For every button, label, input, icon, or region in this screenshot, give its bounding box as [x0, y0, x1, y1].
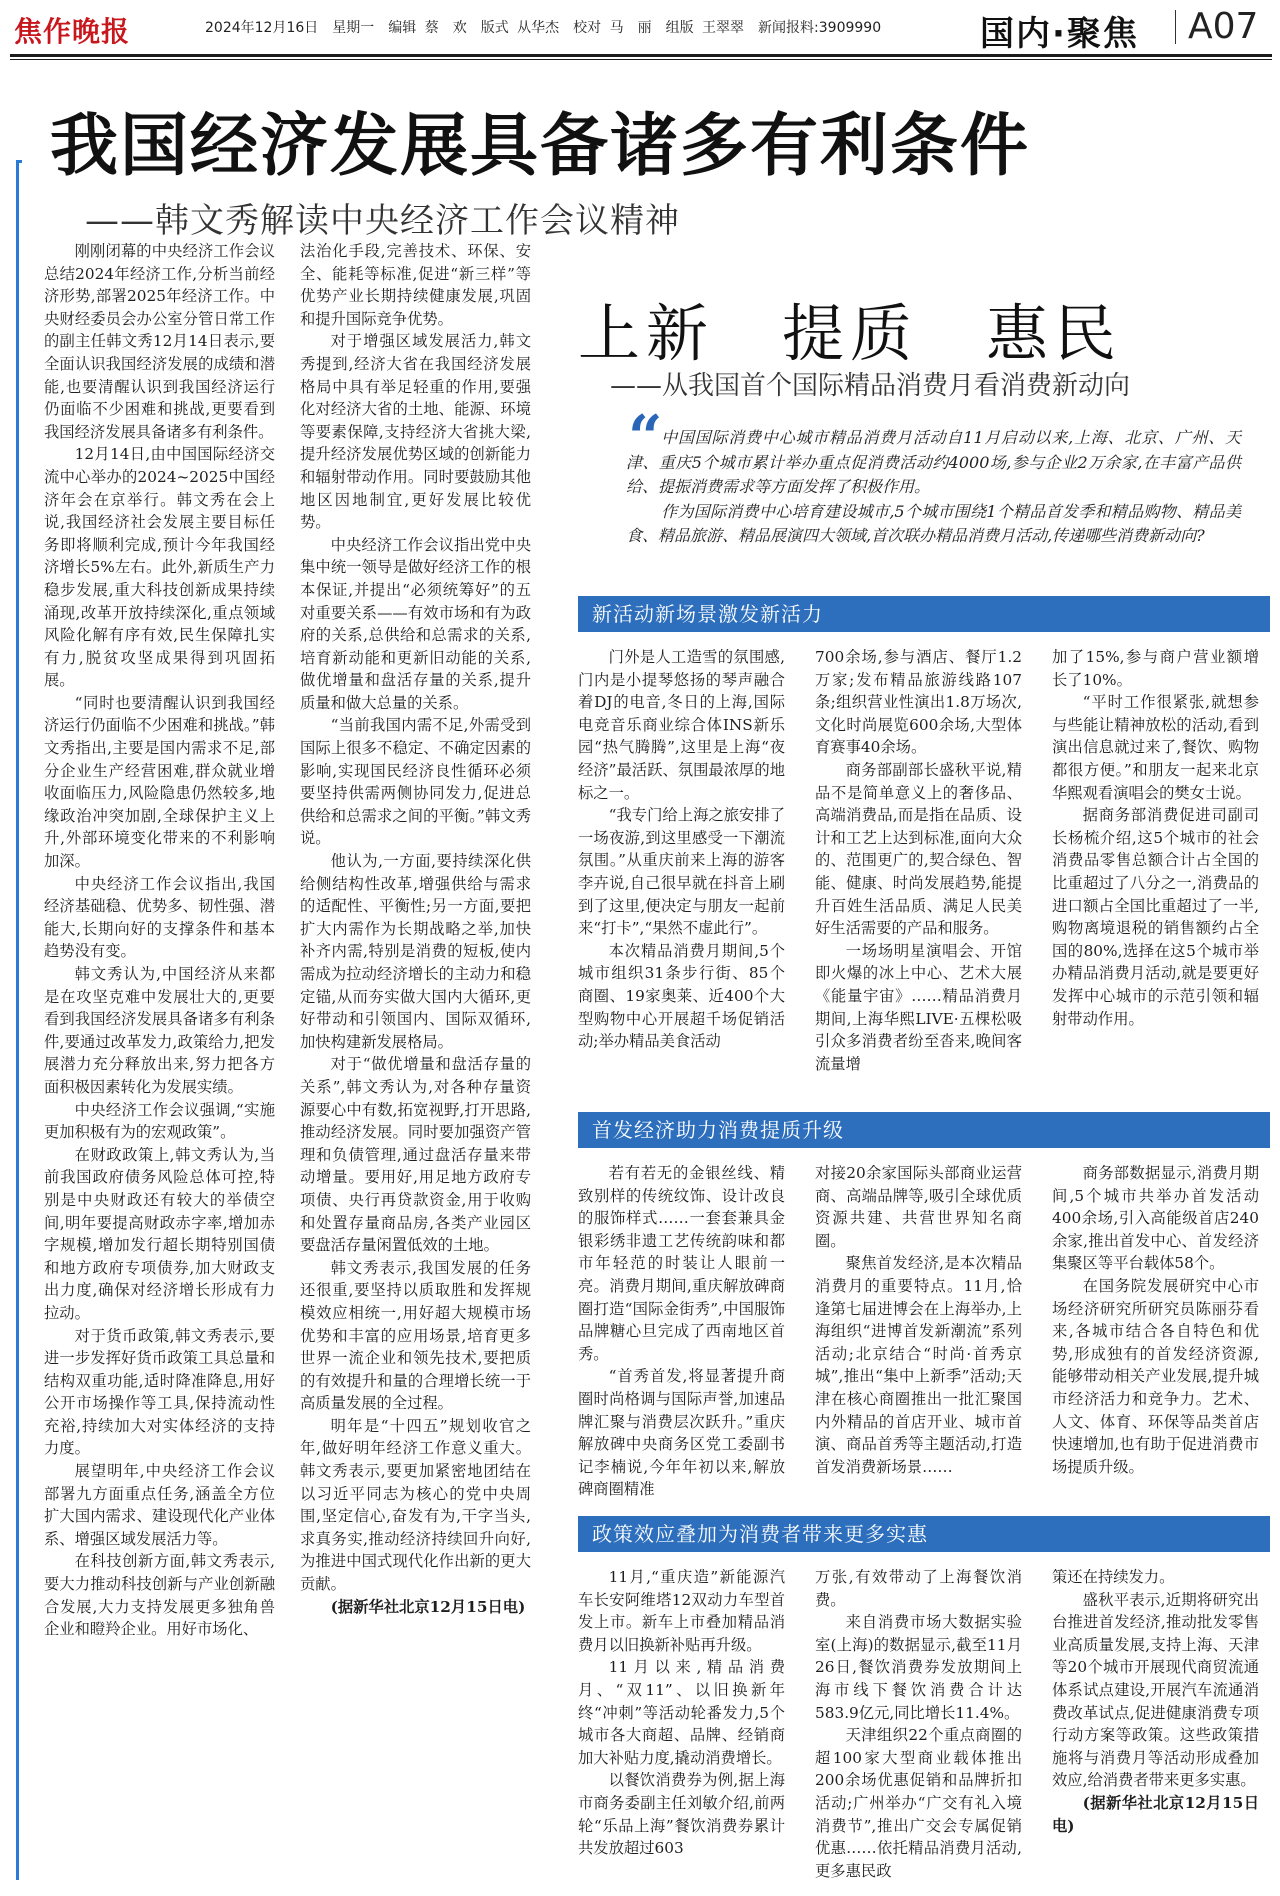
paragraph: “我专门给上海之旅安排了一场夜游,到这里感受一下潮流氛围。”从重庆前来上海的游客李卉说,自己很早就在抖音上刷到了这里,便决定与朋友一起前来“打卡”,“果然不虚此行”。: [578, 806, 785, 938]
article1-column-2: [300, 240, 531, 1880]
section-name: 国内·聚焦: [980, 14, 1139, 54]
section1-column-2: [815, 646, 1022, 1073]
paragraph: 对于增强区域发展活力,韩文秀提到,经济大省在我国经济发展格局中具有举足轻重的作用,要强化对经济大省的土地、能源、环境等要素保障,支持经济大省挑大梁,提升经济发展优势区域的创新能力和辐射带动作用。同时要鼓励其他地区因地制宜,更好发展比较优势。: [300, 332, 531, 532]
paragraph: 中央经济工作会议强调,“实施更加积极有为的宏观政策”。: [44, 1100, 275, 1142]
section2-band: 首发经济助力消费提质升级: [578, 1112, 1270, 1148]
article2-intro: [626, 426, 1241, 549]
paragraph: 聚焦首发经济,是本次精品消费月的重要特点。11月,恰逢第七届进博会在上海举办,上海组织“进博首发新潮流”系列活动;北京结合“时尚·首秀京城”,推出“集中上新季”活动;天津在核心商圈推出一批汇聚国内外精品的首店开业、城市首演、商品首秀等主题活动,打造首发消费新场景……: [815, 1254, 1022, 1476]
article1-column-1: [44, 240, 275, 1880]
paragraph: 12月14日,由中国国际经济交流中心举办的2024~2025中国经济年会在京举行。韩文秀在会上说,我国经济社会发展主要目标任务即将顺利完成,预计今年我国经济增长5%左右。此外,新质生产力稳步发展,重大科技创新成果持续涌现,改革开放持续深化,重点领域风险化解有序有效,民生保障扎实有力,脱贫攻坚成果得到巩固拓展。: [44, 445, 275, 690]
paragraph: 一场场明星演唱会、开馆即火爆的冰上中心、艺术大展《能量宇宙》……精品消费月期间,上海华熙LIVE·五棵松吸引众多消费者纷至沓来,晚间客流量增: [815, 941, 1022, 1073]
paragraph: 对接20余家国际头部商业运营商、高端品牌等,吸引全球优质资源共建、共营世界知名商圈。: [815, 1164, 1022, 1250]
paragraph: “首秀首发,将显著提升商圈时尚格调与国际声誉,加速品牌汇聚与消费层次跃升。”重庆解放碑中央商务区党工委副书记李楠说,今年年初以来,解放碑商圈精准: [578, 1367, 785, 1499]
intro-paragraph: 作为国际消费中心培育建设城市,5个城市围绕1个精品首发季和精品购物、精品美食、精品旅游、精品展演四大领域,首次联办精品消费月活动,传递哪些消费新动向?: [626, 501, 1241, 545]
article2-source: (据新华社北京12月15日电): [1052, 1793, 1259, 1835]
article1-subhead: ——韩文秀解读中央经济工作会议精神: [85, 201, 680, 241]
top-rule: [10, 54, 1272, 57]
article2-headline: 上新 提质 惠民: [578, 297, 1123, 370]
paragraph: 他认为,一方面,要持续深化供给侧结构性改革,增强供给与需求的适配性、平衡性;另一方面,要把扩大内需作为长期战略之举,加快补齐内需,特别是消费的短板,使内需成为拉动经济增长的主动力和稳定锚,从而夯实做大国内大循环,更好带动和引领国内、国际双循环,加快构建新发展格局。: [300, 852, 531, 1051]
section2-column-3: [1052, 1162, 1259, 1502]
paragraph: 本次精品消费月期间,5个城市组织31条步行街、85个商圈、19家奥莱、近400个大型购物中心开展超千场促销活动;举办精品美食活动: [578, 941, 785, 1051]
paragraph: “同时也要清醒认识到我国经济运行仍面临不少困难和挑战。”韩文秀指出,主要是国内需求不足,部分企业生产经营困难,群众就业增收面临压力,风险隐患仍然较多,地缘政治冲突加剧,全球保护主义上升,外部环境变化带来的不利影响加深。: [44, 693, 275, 871]
paragraph: 中央经济工作会议指出,我国经济基础稳、优势多、韧性强、潜能大,长期向好的支撑条件和基本趋势没有变。: [44, 874, 275, 961]
section1-band: 新活动新场景激发新活力: [578, 596, 1270, 632]
paragraph: 法治化手段,完善技术、环保、安全、能耗等标准,促进“新三样”等优势产业长期持续健康发展,巩固和提升国际竞争优势。: [300, 242, 531, 328]
paragraph: 展望明年,中央经济工作会议部署九方面重点任务,涵盖全方位扩大国内需求、建设现代化产业体系、增强区域发展活力等。: [44, 1462, 275, 1548]
paragraph: 商务部数据显示,消费月期间,5个城市共举办首发活动400余场,引入高能级首店240余家,推出首发中心、首发经济集聚区等平台载体58个。: [1052, 1164, 1259, 1273]
section3-band: 政策效应叠加为消费者带来更多实惠: [578, 1516, 1270, 1552]
paragraph: 万张,有效带动了上海餐饮消费。: [815, 1568, 1022, 1609]
paragraph: 在国务院发展研究中心市场经济研究所研究员陈丽芬看来,各城市结合各自特色和优势,形成独有的首发经济资源,能够带动相关产业发展,提升城市经济活力和竞争力。艺术、人文、体育、环保等品类首店快速增加,也有助于促进消费市场提质升级。: [1052, 1276, 1259, 1476]
page-number: A07: [1188, 6, 1259, 47]
paragraph: 11月以来,精品消费月、“双11”、以旧换新年终“冲刺”等活动轮番发力,5个城市各大商超、品牌、经销商加大补贴力度,撬动消费增长。: [578, 1658, 785, 1767]
paragraph: 据商务部消费促进司副司长杨梳介绍,这5个城市的社会消费品零售总额合计占全国的比重超过了八分之一,消费品的进口额占全国比重超过了一半,购物离境退税的销售额约占全国的80%,选择在这5个城市举办精品消费月活动,就是要更好发挥中心城市的示范引领和辐射带动作用。: [1052, 806, 1259, 1028]
paragraph: 对于“做优增量和盘活存量的关系”,韩文秀认为,对各种存量资源要心中有数,拓宽视野,打开思路,推动经济发展。同时要加强资产管理和负债管理,通过盘活存量来带动增量。要用好,用足地方政府专项债、央行再贷款资金,用于收购和处置存量商品房,各类产业园区要盘活存量闲置低效的土地。: [300, 1055, 531, 1255]
paragraph: 加了15%,参与商户营业额增长了10%。: [1052, 648, 1259, 689]
section2-column-1: [578, 1162, 785, 1502]
paragraph: 若有若无的金银丝线、精致别样的传统纹饰、设计改良的服饰样式……一套套兼具金银彩绣非遗工艺传统韵味和都市年轻范的时装让人眼前一亮。消费月期间,重庆解放碑商圈打造“国际金街秀”,中国服饰品牌糖心旦完成了西南地区首秀。: [578, 1164, 785, 1363]
masthead-divider: [1175, 10, 1176, 44]
masthead: [0, 0, 1280, 56]
paragraph: “平时工作很紧张,就想参与些能让精神放松的活动,看到演出信息就过来了,餐饮、购物都很方便。”和朋友一起来北京华熙观看演唱会的樊女士说。: [1052, 693, 1259, 802]
paragraph: 盛秋平表示,近期将研究出台推进首发经济,推动批发零售业高质量发展,支持上海、天津等20个城市开展现代商贸流通体系试点建设,开展汽车流通消费改革试点,促进健康消费专项行动方案等政策。这些政策措施将与消费月等活动形成叠加效应,给消费者带来更多实惠。: [1052, 1590, 1259, 1790]
article1-source: (据新华社北京12月15日电): [330, 1597, 526, 1616]
section1-column-3: [1052, 646, 1259, 1028]
intro-paragraph: 中国国际消费中心城市精品消费月活动自11月启动以来,上海、北京、广州、天津、重庆5个城市累计举办重点促消费活动约4000场,参与企业2万余家,在丰富产品供给、提振消费需求等方面发挥了积极作用。: [626, 428, 1241, 496]
paragraph: 韩文秀表示,我国发展的任务还很重,要坚持以质取胜和发挥规模效应相统一,用好超大规模市场优势和丰富的应用场景,培育更多世界一流企业和领先技术,要把质的有效提升和量的合理增长统一于高质量发展的全过程。: [300, 1258, 531, 1413]
paragraph: 11月,“重庆造”新能源汽车长安阿维塔12双动力车型首发上市。新车上市叠加精品消费月以旧换新补贴再升级。: [578, 1568, 785, 1654]
paragraph: 韩文秀认为,中国经济从来都是在攻坚克难中发展壮大的,更要看到我国经济发展具备诸多有利条件,要通过改革发力,政策给力,把发展潜力充分释放出来,努力把各方面积极因素转化为发展实绩。: [44, 965, 275, 1096]
quote-mark-icon: “: [628, 403, 663, 473]
paragraph: 门外是人工造雪的氛围感,门内是小提琴悠扬的琴声融合着DJ的电音,冬日的上海,国际电竞音乐商业综合体INS新乐园“热气腾腾”,这里是上海“夜经济”最活跃、氛围最浓厚的地标之一。: [578, 648, 785, 802]
top-rule-thin: [10, 59, 1272, 60]
paragraph: 刚刚闭幕的中央经济工作会议总结2024年经济工作,分析当前经济形势,部署2025年经济工作。中央财经委员会办公室分管日常工作的副主任韩文秀12月14日表示,要全面认识我国经济发展的成绩和潜能,也要清醒认识到我国经济运行仍面临不少困难和挑战,更要看到我国经济发展具备诸多有利条件。: [44, 242, 275, 441]
section3-column-1: [578, 1566, 785, 1886]
paragraph: 商务部副部长盛秋平说,精品不是简单意义上的奢侈品、高端消费品,而是指在品质、设计和工艺上达到标准,面向大众的、范围更广的,契合绿色、智能、健康、时尚发展趋势,能提升百姓生活品质、满足人民美好生活需要的产品和服务。: [815, 760, 1022, 938]
paragraph: 中央经济工作会议指出党中央集中统一领导是做好经济工作的根本保证,并提出“必须统筹好”的五对重要关系——有效市场和有为政府的关系,总供给和总需求的关系,培育新动能和更新旧动能的关系,做优增量和盘活存量的关系,提升质量和做大总量的关系。: [300, 535, 531, 712]
paragraph: 在财政政策上,韩文秀认为,当前我国政府债务风险总体可控,特别是中央财政还有较大的举债空间,明年要提高财政赤字率,增加赤字规模,增加发行超长期特别国债和地方政府专项债券,加大财政支出力度,确保对经济增长形成有力拉动。: [44, 1145, 275, 1322]
article2-subhead: ——从我国首个国际精品消费月看消费新动向: [610, 371, 1131, 401]
section3-column-2: [815, 1566, 1022, 1886]
issue-meta: 2024年12月16日 星期一 编辑 蔡 欢 版式 从华杰 校对 马 丽 组版 王翠翠 新闻报料:3909990: [205, 20, 882, 36]
article1-headline: 我国经济发展具备诸多有利条件: [50, 106, 1031, 186]
paragraph: 天津组织22个重点商圈的超100家大型商业载体推出200余场优惠促销和品牌折扣活动;广州举办“广交有礼入境消费节”,推出广交会专属促销优惠……依托精品消费月活动,更多惠民政: [815, 1726, 1022, 1880]
section1-column-1: [578, 646, 785, 1051]
accent-corner: [16, 160, 22, 163]
paragraph: 以餐饮消费券为例,据上海市商务委副主任刘敏介绍,前两轮“乐品上海”餐饮消费券累计共发放超过603: [578, 1771, 785, 1858]
section3-column-3: [1052, 1566, 1259, 1886]
paragraph: 700余场,参与酒店、餐厅1.2万家;发布精品旅游线路107条;组织营业性演出1.8万场次,文化时尚展览600余场,大型体育赛事40余场。: [815, 648, 1022, 757]
accent-bar: [16, 160, 19, 1880]
paragraph: “当前我国内需不足,外需受到国际上很多不稳定、不确定因素的影响,实现国民经济良性循环必须要坚持供需两侧协同发力,促进总供给和总需求之间的平衡。”韩文秀说。: [300, 716, 531, 848]
paragraph: 来自消费市场大数据实验室(上海)的数据显示,截至11月26日,餐饮消费券发放期间上海市线下餐饮消费合计达583.9亿元,同比增长11.4%。: [815, 1613, 1022, 1722]
section2-column-2: [815, 1162, 1022, 1502]
paragraph: 明年是“十四五”规划收官之年,做好明年经济工作意义重大。韩文秀表示,要更加紧密地团结在以习近平同志为核心的党中央周围,坚定信心,奋发有为,干字当头,求真务实,推动经济持续回升向好,为推进中国式现代化作出新的更大贡献。: [300, 1416, 531, 1594]
paragraph: 对于货币政策,韩文秀表示,要进一步发挥好货币政策工具总量和结构双重功能,适时降准降息,用好公开市场操作等工具,保持流动性充裕,持续加大对实体经济的支持力度。: [44, 1326, 275, 1458]
paragraph: 在科技创新方面,韩文秀表示,要大力推动科技创新与产业创新融合发展,大力支持发展更多独角兽企业和瞪羚企业。用好市场化、: [44, 1552, 275, 1639]
paragraph: 策还在持续发力。: [1052, 1568, 1175, 1586]
newspaper-logo: 焦作晚报: [14, 15, 131, 48]
